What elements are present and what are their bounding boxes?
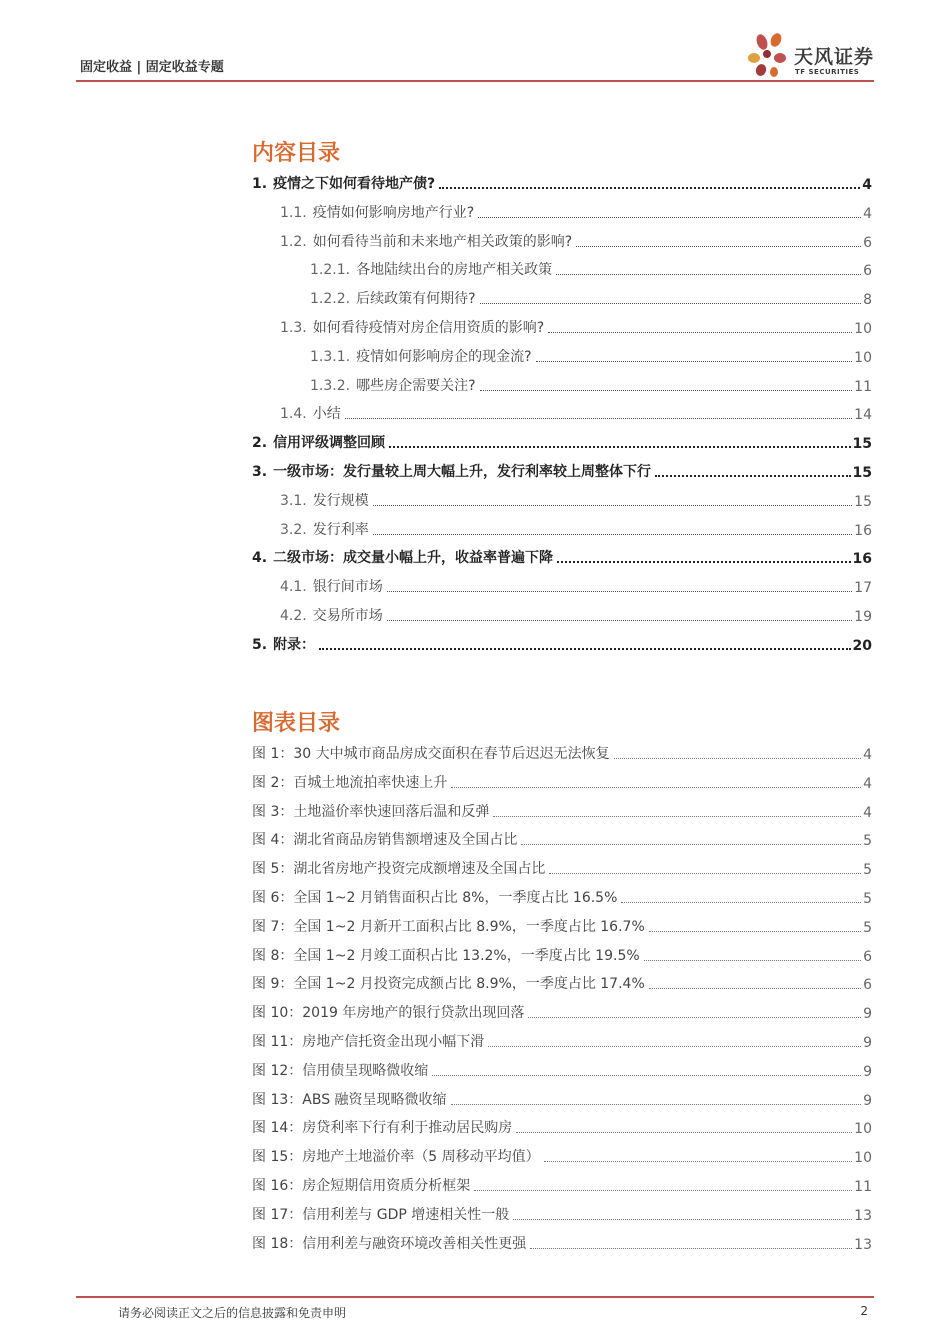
toc-entry-number: 1.2. (280, 233, 307, 250)
company-logo (746, 30, 886, 80)
figure-leader-dots (432, 1075, 861, 1076)
toc-entry-number: 4.1. (280, 579, 307, 596)
figure-entry-page: 6 (863, 948, 872, 965)
toc-entry-label (252, 403, 341, 423)
toc-entry-label (252, 461, 651, 481)
toc-entry[interactable] (252, 490, 872, 510)
figure-entry[interactable] (252, 1175, 872, 1195)
toc-entry[interactable] (252, 231, 872, 251)
toc-entry-number: 3.1. (280, 492, 307, 509)
toc-entry-text: 哪些房企需要关注? (356, 377, 476, 394)
figure-entry[interactable] (252, 829, 872, 849)
toc-entry-text: 一级市场：发行量较上周大幅上升，发行利率较上周整体下行 (273, 464, 652, 480)
toc-entry-page: 19 (854, 609, 872, 625)
figure-list-title: 图表目录 (252, 711, 341, 736)
toc-leader-dots (480, 303, 862, 304)
figure-leader-dots (644, 960, 861, 961)
toc-entry[interactable] (252, 317, 872, 337)
toc-entry-label (252, 576, 383, 596)
toc-entry-number: 3. (252, 464, 268, 480)
figure-entry-page: 4 (863, 775, 872, 792)
toc-entry-text: 交易所市场 (312, 608, 383, 624)
figure-entry-text: 图 12：信用债呈现略微收缩 (252, 1062, 429, 1079)
toc-leader-dots (389, 446, 850, 448)
footer-divider (76, 1296, 874, 1298)
figure-entry-text: 图 14：房贷利率下行有利于推动居民购房 (252, 1120, 513, 1137)
toc-entry[interactable] (252, 346, 872, 366)
figure-entry-page: 5 (863, 919, 872, 936)
toc-entry-text: 后续政策有何期待? (356, 291, 476, 308)
figure-leader-dots (513, 1219, 852, 1220)
figure-entry-page: 6 (863, 977, 872, 994)
toc-entry-page: 8 (863, 292, 872, 309)
figure-entry-page: 4 (863, 747, 872, 763)
figure-entry-text: 图 15：房地产土地溢价率（5 周移动平均值） (252, 1149, 540, 1166)
toc-leader-dots (345, 418, 852, 419)
figure-entry-text: 图 16：房企短期信用资质分析框架 (252, 1178, 471, 1194)
toc-entry-label (252, 634, 315, 654)
figure-leader-dots (516, 1132, 852, 1133)
figure-entry-text: 图 8：全国 1~2 月竣工面积占比 13.2%，一季度占比 19.5% (252, 947, 640, 964)
toc-entry-text: 疫情如何影响房地产行业? (312, 204, 475, 221)
toc-entry-text: 附录： (273, 636, 316, 653)
toc-entry-number: 1.1. (280, 204, 307, 221)
figure-leader-dots (621, 902, 861, 903)
figure-entry-text: 图 3：土地溢价率快速回落后温和反弹 (252, 803, 490, 820)
toc-entry-number: 1.3.1. (310, 348, 351, 365)
figure-leader-dots (544, 1161, 853, 1162)
toc-leader-dots (319, 648, 850, 650)
toc-entry[interactable] (252, 288, 872, 308)
figure-entry-page: 5 (863, 891, 872, 907)
figure-entry[interactable] (252, 1233, 872, 1253)
toc-leader-dots (373, 534, 852, 535)
toc-entry-number: 4. (252, 550, 268, 567)
figure-entry-page: 13 (854, 1236, 872, 1253)
figure-entry-text: 图 6：全国 1~2 月销售面积占比 8%，一季度占比 16.5% (252, 890, 618, 906)
figure-entry-page: 9 (863, 1063, 872, 1080)
toc-entry-label (252, 259, 552, 279)
toc-leader-dots (557, 561, 850, 563)
figure-entry[interactable] (252, 1089, 872, 1109)
toc-leader-dots (556, 274, 861, 275)
figure-entry-text: 图 18：信用利差与融资环境改善相关性更强 (252, 1235, 527, 1252)
figure-leader-dots (649, 988, 861, 989)
toc-title: 内容目录 (252, 141, 341, 166)
figure-entry-page: 9 (863, 1006, 872, 1023)
toc-entry-number: 4.2. (280, 608, 307, 624)
figure-entry[interactable] (252, 945, 872, 965)
logo-chinese-text: 天风证券 (794, 46, 875, 68)
toc-entry-page: 20 (852, 637, 872, 654)
toc-entry-text: 二级市场：成交量小幅上升，收益率普遍下降 (273, 550, 554, 567)
toc-leader-dots (439, 187, 860, 189)
flower-logo-icon (746, 30, 794, 80)
toc-entry-label (252, 490, 369, 510)
toc-entry[interactable] (252, 173, 872, 193)
toc-entry-page: 11 (854, 378, 872, 395)
toc-entry-number: 1.2.1. (310, 262, 351, 279)
toc-entry-text: 发行利率 (312, 521, 369, 538)
toc-entry-page: 10 (854, 321, 872, 337)
toc-leader-dots (536, 361, 853, 362)
toc-leader-dots (387, 591, 852, 592)
toc-entry-label (252, 346, 532, 366)
figure-entry[interactable] (252, 916, 872, 936)
toc-entry-label (252, 432, 385, 452)
figure-entry[interactable] (252, 1117, 872, 1137)
header-breadcrumb: 固定收益 | 固定收益专题 (80, 60, 224, 75)
figure-entry-text: 图 11：房地产信托资金出现小幅下滑 (252, 1034, 485, 1050)
toc-leader-dots (576, 246, 861, 247)
toc-entry-number: 1.3.2. (310, 377, 351, 394)
figure-entry-text: 图 4：湖北省商品房销售额增速及全国占比 (252, 832, 518, 849)
figure-entry[interactable] (252, 1146, 872, 1166)
toc-entry-label (252, 519, 369, 539)
toc-entry-page: 6 (863, 263, 872, 280)
figure-entry[interactable] (252, 1060, 872, 1080)
figure-entry-text: 图 1：30 大中城市商品房成交面积在春节后迟迟无法恢复 (252, 746, 610, 762)
toc-entry-page: 4 (862, 177, 872, 193)
figure-entry-page: 11 (854, 1179, 872, 1195)
toc-leader-dots (373, 505, 852, 506)
toc-entry-label (252, 605, 383, 625)
toc-entry-text: 各地陆续出台的房地产相关政策 (356, 262, 553, 279)
toc-entry-label (252, 547, 553, 567)
toc-leader-dots (548, 332, 852, 333)
figure-entry-page: 9 (863, 1035, 872, 1051)
figure-entry-text: 图 2：百城土地流拍率快速上升 (252, 774, 448, 791)
figure-entry-text: 图 5：湖北省房地产投资完成额增速及全国占比 (252, 861, 546, 878)
toc-leader-dots (480, 390, 853, 391)
page-number: 2 (860, 1304, 868, 1318)
figure-entry-text: 图 10：2019 年房地产的银行贷款出现回落 (252, 1005, 525, 1022)
figure-leader-dots (614, 758, 861, 759)
figure-entry-page: 10 (854, 1121, 872, 1138)
toc-entry[interactable] (252, 605, 872, 625)
figure-entry-page: 5 (863, 833, 872, 850)
logo-english-text: TF SECURITIES (795, 68, 860, 76)
toc-entry-text: 如何看待疫情对房企信用资质的影响? (312, 320, 545, 336)
toc-entry-text: 如何看待当前和未来地产相关政策的影响? (312, 233, 573, 250)
figure-entry[interactable] (252, 887, 872, 907)
header-divider (76, 80, 874, 82)
toc-entry-label (252, 317, 544, 337)
figure-entry-text: 图 17：信用利差与 GDP 增速相关性一般 (252, 1206, 510, 1223)
figure-entry[interactable] (252, 743, 872, 763)
figure-entry-page: 13 (854, 1207, 872, 1224)
toc-entry[interactable] (252, 519, 872, 539)
figure-leader-dots (451, 1104, 862, 1105)
toc-leader-dots (478, 217, 861, 218)
toc-entry-page: 16 (854, 522, 872, 539)
toc-entry[interactable] (252, 403, 872, 423)
figure-entry-page: 4 (863, 804, 872, 821)
toc-entry-text: 银行间市场 (312, 579, 383, 596)
toc-entry-number: 1.2.2. (310, 291, 351, 308)
toc-entry-text: 小结 (312, 406, 341, 423)
toc-entry-number: 5. (252, 636, 268, 653)
figure-leader-dots (474, 1190, 852, 1191)
toc-entry-page: 14 (854, 407, 872, 424)
toc-leader-dots (655, 475, 850, 477)
toc-entry-text: 疫情之下如何看待地产债? (273, 176, 436, 192)
figure-entry-page: 9 (863, 1092, 872, 1109)
toc-entry-label (252, 173, 435, 193)
figure-leader-dots (451, 787, 861, 788)
toc-entry-text: 发行规模 (312, 492, 369, 509)
toc-entry-page: 15 (854, 493, 872, 510)
toc-entry[interactable] (252, 547, 872, 567)
figure-entry[interactable] (252, 801, 872, 821)
figure-leader-dots (549, 873, 861, 874)
figure-leader-dots (521, 844, 861, 845)
toc-entry-text: 疫情如何影响房企的现金流? (356, 348, 532, 365)
toc-entry[interactable] (252, 461, 872, 481)
toc-entry[interactable] (252, 634, 872, 654)
toc-leader-dots (387, 620, 852, 621)
toc-entry-page: 6 (863, 234, 872, 251)
toc-entry-page: 17 (854, 580, 872, 597)
figure-entry[interactable] (252, 1031, 872, 1051)
toc-entry[interactable] (252, 576, 872, 596)
figure-entry[interactable] (252, 1002, 872, 1022)
figure-leader-dots (530, 1248, 852, 1249)
figure-entry[interactable] (252, 973, 872, 993)
toc-entry-number: 2. (252, 435, 268, 452)
toc-entry[interactable] (252, 375, 872, 395)
toc-entry-number: 1.4. (280, 406, 307, 423)
toc-entry-number: 1. (252, 176, 268, 192)
figure-entry-text: 图 13：ABS 融资呈现略微收缩 (252, 1091, 447, 1108)
toc-entry-label (252, 375, 476, 395)
figure-entry-text: 图 9：全国 1~2 月投资完成额占比 8.9%，一季度占比 17.4% (252, 976, 645, 993)
figure-entry[interactable] (252, 858, 872, 878)
toc-entry-label (252, 202, 474, 222)
toc-entry-page: 10 (854, 349, 872, 366)
toc-entry-number: 1.3. (280, 320, 307, 336)
figure-entry-page: 5 (863, 862, 872, 879)
toc-entry-page: 15 (852, 436, 872, 453)
figure-leader-dots (649, 931, 861, 932)
toc-entry-label (252, 231, 572, 251)
figure-entry-text: 图 7：全国 1~2 月新开工面积占比 8.9%，一季度占比 16.7% (252, 918, 645, 935)
toc-entry-page: 16 (852, 551, 872, 568)
toc-entry-number: 3.2. (280, 521, 307, 538)
figure-leader-dots (528, 1017, 861, 1018)
figure-entry-page: 10 (854, 1150, 872, 1167)
toc-entry[interactable] (252, 259, 872, 279)
figure-entry[interactable] (252, 1204, 872, 1224)
figure-leader-dots (488, 1046, 861, 1047)
toc-entry[interactable] (252, 432, 872, 452)
toc-entry[interactable] (252, 202, 872, 222)
figure-entry[interactable] (252, 772, 872, 792)
toc-entry-text: 信用评级调整回顾 (273, 435, 386, 452)
footer-disclaimer: 请务必阅读正文之后的信息披露和免责申明 (118, 1306, 347, 1320)
figure-leader-dots (493, 816, 861, 817)
toc-entry-page: 15 (852, 465, 872, 481)
toc-entry-label (252, 288, 476, 308)
toc-entry-page: 4 (863, 205, 872, 222)
